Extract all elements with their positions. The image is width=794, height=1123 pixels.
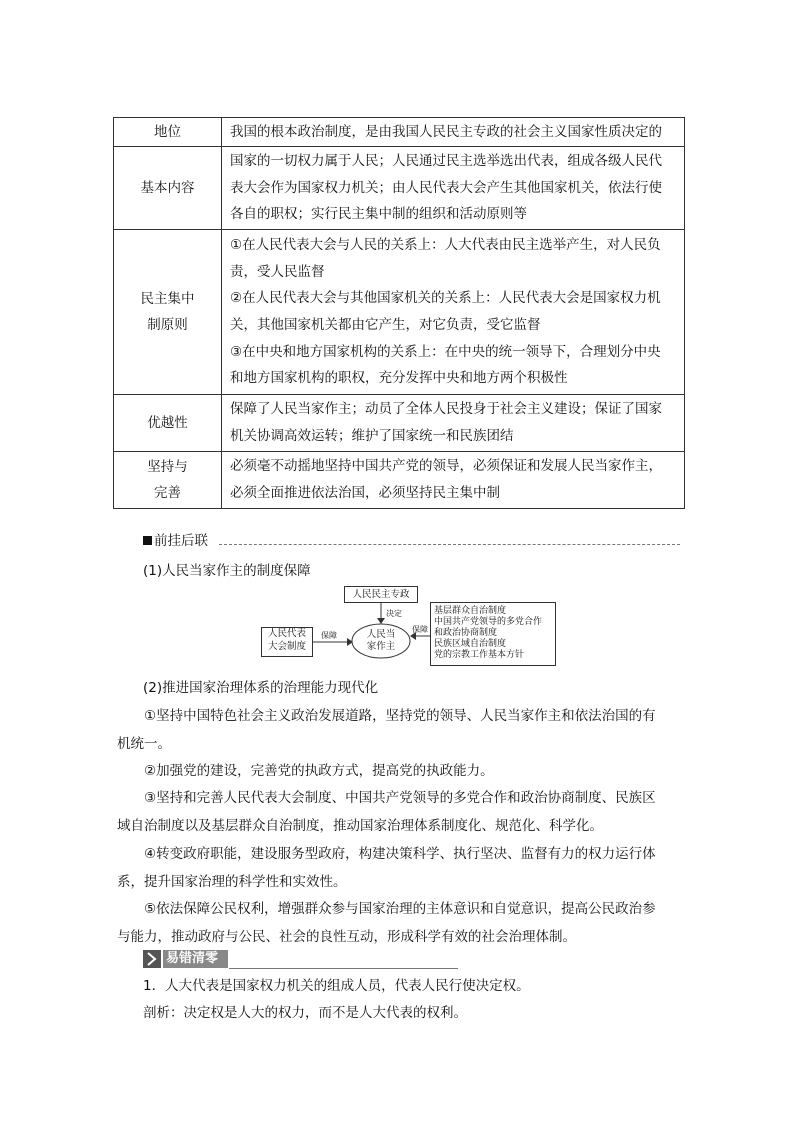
row-content [222, 147, 685, 230]
content-line: 必须毫不动摇地坚持中国共产党的领导，必须保证和发展人民当家作主， [230, 458, 662, 475]
header-line: 民主集中 [140, 291, 195, 307]
square-bullet-icon [143, 536, 152, 545]
center-line: 人民当 [366, 629, 396, 640]
row-header: 基本内容 [114, 147, 222, 230]
error-item-1: 1．人大代表是国家权力机关的组成人员，代表人民行使决定权。 [143, 978, 530, 994]
content-line: ③在中央和地方国家机构的关系上：在中央的统一领导下，合理划分中央 [230, 343, 661, 360]
para-line: ①坚持中国特色社会主义政治发展道路，坚持党的领导、人民当家作主和依法治国的有 [144, 708, 656, 724]
banner-title: 易错清零 [163, 950, 228, 968]
row-content [222, 118, 685, 147]
content-line: 和地方国家机构的职权，充分发挥中央和地方两个积极性 [230, 370, 568, 387]
chevron-right-icon [143, 950, 161, 968]
header-line: 完善 [154, 485, 181, 501]
list-item: 和政治协商制度 [434, 628, 498, 638]
top-box: 人民民主专政 [344, 586, 418, 603]
arrow-badge-icon [143, 950, 161, 968]
paragraph-2 [117, 757, 685, 785]
table-row [114, 118, 685, 147]
para-line: 机统一。 [117, 736, 171, 752]
content-line: 表大会作为国家权力机关；由人民代表大会产生其他国家机关，依法行使 [230, 179, 662, 196]
section-header [143, 531, 680, 551]
center-text [354, 629, 408, 653]
subheading-1: (1)人民当家作主的制度保障 [143, 563, 311, 579]
para-line: 域自治制度以及基层群众自治制度，推动国家治理体系制度化、规范化、科学化。 [117, 818, 603, 834]
content-line: 关，其他国家机关都由它产生，对它负责，受它监督 [230, 317, 541, 333]
right-label: 保障 [412, 625, 428, 634]
content-line: 保障了人民当家作主；动员了全体人民投身于社会主义建设；保证了国家 [230, 401, 662, 418]
content-line: 国家的一切权力属于人民；人民通过民主选举选出代表，组成各级人民代 [230, 153, 662, 170]
system-table [113, 117, 685, 509]
left-box [261, 627, 313, 657]
paragraph-3 [117, 784, 685, 840]
system-diagram [258, 584, 562, 674]
right-list [430, 602, 556, 666]
center-line: 家作主 [366, 641, 396, 652]
paragraph-5 [117, 895, 685, 951]
header-line: 制原则 [147, 317, 188, 333]
list-item: 民族区域自治制度 [434, 639, 507, 649]
content-line: ①在人民代表大会与人民的关系上：人大代表由民主选举产生，对人民负 [230, 237, 661, 254]
section-title: 前挂后联 [154, 533, 208, 549]
dashed-divider [219, 544, 680, 545]
error-banner [143, 948, 458, 970]
decide-arrowhead [377, 618, 385, 624]
banner-underline [229, 968, 458, 969]
paragraph-1 [117, 702, 685, 758]
row-header: 优越性 [114, 395, 222, 452]
content-line: 责，受人民监督 [230, 263, 325, 280]
table-row [114, 395, 685, 452]
para-line: ④转变政府职能，建设服务型政府，构建决策科学、执行坚决、监督有力的权力运行体 [144, 846, 656, 862]
content-line: 必须全面推进依法治国，必须坚持民主集中制 [230, 485, 500, 501]
paragraph-4 [117, 840, 685, 896]
header-line: 坚持与 [147, 459, 188, 475]
para-line: 与能力，推动政府与公民、社会的良性互动，形成科学有效的社会治理体制。 [117, 929, 576, 945]
row-header: 地位 [114, 118, 222, 147]
table-row [114, 230, 685, 395]
table-row [114, 452, 685, 509]
row-content [222, 230, 685, 395]
row-content [222, 452, 685, 509]
left-box-line: 人民代表 [267, 628, 306, 639]
content-line: ②在人民代表大会与其他国家机关的关系上：人民代表大会是国家权力机 [230, 290, 661, 307]
subheading-2: (2)推进国家治理体系的治理能力现代化 [143, 680, 379, 696]
row-content [222, 395, 685, 452]
para-line: ②加强党的建设，完善党的执政方式，提高党的执政能力。 [144, 763, 494, 779]
row-header [114, 230, 222, 395]
left-box-line: 大会制度 [267, 640, 306, 652]
content-line: 各自的职权；实行民主集中制的组织和活动原则等 [230, 206, 527, 223]
list-item: 中国共产党领导的多党合作 [434, 617, 543, 627]
content-line: 机关协调高效运转；维护了国家统一和民族团结 [230, 428, 514, 444]
left-label: 保障 [321, 631, 337, 640]
table-row [114, 147, 685, 230]
error-analysis: 剖析：决定权是人大的权力，而不是人大代表的权利。 [143, 1005, 467, 1021]
list-item: 党的宗教工作基本方针 [434, 650, 525, 660]
list-item: 基层群众自治制度 [434, 606, 507, 616]
para-line: ③坚持和完善人民代表大会制度、中国共产党领导的多党合作和政治协商制度、民族区 [144, 790, 656, 806]
para-line: ⑤依法保障公民权利，增强群众参与国家治理的主体意识和自觉意识，提高公民政治参 [144, 901, 656, 917]
decide-label: 决定 [386, 609, 402, 618]
para-line: 系，提升国家治理的科学性和实效性。 [117, 874, 347, 890]
row-header [114, 452, 222, 509]
content-line: 我国的根本政治制度，是由我国人民民主专政的社会主义国家性质决定的 [230, 123, 662, 140]
